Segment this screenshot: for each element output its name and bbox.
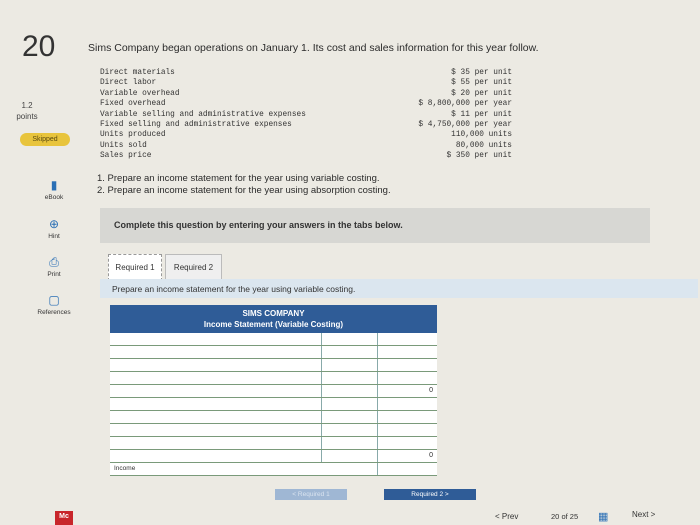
label-input[interactable]: [110, 385, 322, 397]
total-input[interactable]: [378, 398, 437, 410]
cost-value: $ 8,800,000 per year: [418, 100, 512, 109]
cost-label: Sales price: [100, 152, 152, 161]
hint-button[interactable]: [34, 217, 74, 240]
amount-input[interactable]: [322, 385, 378, 397]
status-badge: Skipped: [20, 133, 70, 146]
table-row: [110, 333, 437, 346]
amount-input[interactable]: [322, 372, 378, 384]
table-row: [110, 398, 437, 411]
hint-label: Hint: [48, 233, 60, 240]
label-input[interactable]: [110, 450, 322, 462]
cost-row: [100, 151, 512, 161]
amount-input[interactable]: [322, 346, 378, 358]
table-row: [110, 372, 437, 385]
amount-input[interactable]: [322, 333, 378, 345]
hint-icon: ⊕: [48, 217, 60, 231]
page-of: of: [561, 512, 568, 521]
grid-icon[interactable]: ▦: [598, 511, 609, 523]
statement-title: Income Statement (Variable Costing): [203, 320, 344, 329]
total-input[interactable]: 0: [378, 450, 437, 462]
cost-row: [100, 130, 512, 140]
income-statement-table: [110, 333, 437, 476]
page-indicator: [551, 512, 578, 521]
instruction-text: Prepare an income statement for the year using variable costing.: [112, 284, 356, 294]
amount-input[interactable]: [322, 359, 378, 371]
points-label: points: [16, 112, 38, 121]
amount-input[interactable]: [322, 424, 378, 436]
statement-header: [110, 305, 437, 333]
cost-row: [100, 78, 512, 88]
total-input[interactable]: [378, 463, 437, 475]
question-intro: Sims Company began operations on January 1. Its cost and sales information for this year follow.: [88, 42, 539, 54]
footer-bar: [0, 505, 700, 525]
cost-value: $ 350 per unit: [446, 152, 512, 161]
cost-label: Fixed selling and administrative expenses: [100, 121, 292, 130]
label-input[interactable]: [110, 424, 322, 436]
table-row: [110, 346, 437, 359]
references-label: References: [37, 309, 71, 316]
instruction-bar: [100, 279, 698, 298]
total-input[interactable]: [378, 333, 437, 345]
cost-label: Fixed overhead: [100, 100, 166, 109]
points-value: 1.2: [21, 101, 33, 110]
cost-label: Units sold: [100, 141, 147, 150]
table-row: [110, 450, 437, 463]
print-icon: ⎙: [49, 255, 59, 269]
total-input[interactable]: [378, 346, 437, 358]
label-input[interactable]: [110, 372, 322, 384]
ebook-button[interactable]: [34, 178, 74, 201]
cost-value: 110,000 units: [451, 131, 512, 140]
cost-value: 80,000 units: [455, 141, 512, 150]
total-input[interactable]: 0: [378, 385, 437, 397]
publisher-logo: Mc: [55, 511, 73, 525]
cost-row: [100, 141, 512, 151]
ebook-label: eBook: [44, 194, 64, 201]
label-input[interactable]: [110, 437, 322, 449]
references-icon: ▢: [48, 293, 60, 307]
cost-row: [100, 120, 512, 130]
cost-info-table: [100, 68, 512, 162]
task-item: 2. Prepare an income statement for the year using absorption costing.: [97, 185, 391, 196]
cost-value: $ 11 per unit: [451, 110, 512, 119]
cost-label: Direct labor: [100, 79, 157, 88]
total-input[interactable]: [378, 437, 437, 449]
label-input[interactable]: [110, 333, 322, 345]
cost-label: Variable selling and administrative expenses: [100, 110, 306, 119]
prev-button[interactable]: < Prev: [495, 512, 519, 521]
references-button[interactable]: [34, 293, 74, 316]
table-row: [110, 411, 437, 424]
table-row: [110, 385, 437, 398]
income-label: Income: [110, 463, 326, 475]
cost-row: [100, 89, 512, 99]
total-input[interactable]: [378, 411, 437, 423]
total-input[interactable]: [378, 359, 437, 371]
tab-required-1[interactable]: Required 1: [108, 254, 162, 281]
prev-required-button[interactable]: < Required 1: [275, 489, 347, 500]
total-input[interactable]: [378, 372, 437, 384]
table-row: [110, 463, 437, 476]
task-item: 1. Prepare an income statement for the year using variable costing.: [97, 173, 380, 184]
question-number: 20: [22, 30, 56, 63]
amount-input[interactable]: [322, 437, 378, 449]
label-input[interactable]: [110, 411, 322, 423]
total-input[interactable]: [378, 424, 437, 436]
cost-value: $ 55 per unit: [451, 79, 512, 88]
cost-row: [100, 68, 512, 78]
page-current: 20: [551, 512, 560, 521]
amount-input[interactable]: [322, 463, 378, 475]
cost-value: $ 35 per unit: [451, 69, 512, 77]
points-box: [10, 100, 44, 122]
tab-required-2[interactable]: Required 2: [165, 254, 222, 281]
amount-input[interactable]: [322, 398, 378, 410]
cost-row: [100, 110, 512, 120]
next-button[interactable]: Next >: [632, 510, 656, 519]
amount-input[interactable]: [322, 411, 378, 423]
amount-input[interactable]: [322, 450, 378, 462]
page-total: 25: [569, 512, 579, 521]
banner-text: Complete this question by entering your answers in the tabs below.: [114, 220, 403, 230]
book-icon: ▮: [50, 178, 58, 192]
task-list: [97, 173, 391, 197]
table-row: [110, 437, 437, 450]
company-name: SIMS COMPANY: [242, 309, 305, 318]
next-required-button[interactable]: Required 2 >: [384, 489, 476, 500]
label-input[interactable]: [110, 346, 322, 358]
table-row: [110, 424, 437, 437]
label-input[interactable]: [110, 398, 322, 410]
print-label: Print: [47, 271, 61, 278]
cost-label: Variable overhead: [100, 89, 180, 98]
cost-row: [100, 99, 512, 109]
label-input[interactable]: [110, 359, 322, 371]
table-row: [110, 359, 437, 372]
cost-value: $ 4,750,000 per year: [418, 121, 512, 130]
instructions-banner: [100, 208, 650, 243]
cost-label: Direct materials: [100, 69, 175, 77]
print-button[interactable]: [34, 255, 74, 278]
cost-value: $ 20 per unit: [451, 89, 512, 98]
cost-label: Units produced: [100, 131, 166, 140]
